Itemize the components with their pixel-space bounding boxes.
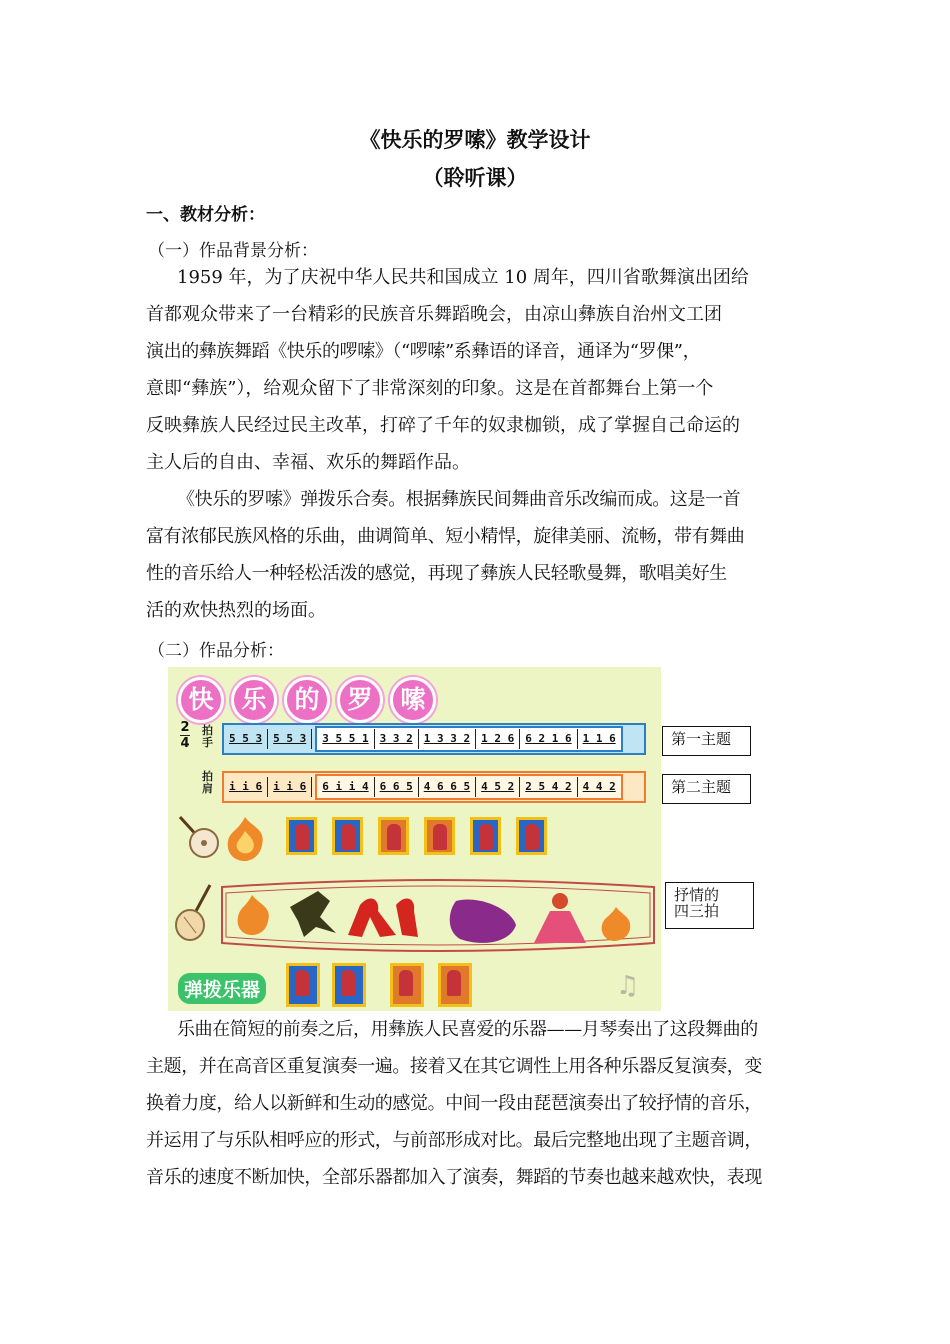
music-analysis-figure — [168, 667, 661, 1011]
dancer-card — [378, 817, 409, 855]
row1-label: 拍手 — [202, 724, 213, 749]
paragraph-line: 换着力度，给人以新鲜和生动的感觉。中间一段由琵琶演奏出了较抒情的音乐， — [146, 1093, 762, 1114]
note-bar: 3 5 5 1 — [317, 729, 374, 749]
note-bar: 3 3 2 — [375, 729, 419, 749]
note-bar: 5 5 3 — [224, 729, 268, 749]
dancer-card — [332, 963, 366, 1007]
note-bar: 4 6 6 5 — [419, 777, 476, 797]
note-bar: 1 2 6 — [476, 729, 520, 749]
theme1-melody — [315, 726, 622, 752]
pipa-icon — [170, 881, 220, 943]
title-char: 嗦 — [390, 677, 436, 723]
subsection-heading-2: （二）作品分析： — [148, 641, 284, 661]
theme2-melody — [315, 774, 622, 800]
paragraph-analysis — [146, 1011, 814, 1196]
callout-theme2: 第二主题 — [662, 774, 751, 804]
subsection-heading-1: （一）作品背景分析： — [148, 241, 318, 261]
plucked-instruments-label: 弹拨乐器 — [178, 973, 266, 1004]
dancer-card — [390, 963, 424, 1007]
paragraph-line: 性的音乐给人一种轻松活泼的感觉，再现了彝族人民轻歌曼舞，歌唱美好生 — [146, 563, 727, 584]
note-bar: 6 6 5 — [375, 777, 419, 797]
dancer-card — [286, 963, 320, 1007]
meter-top: 2 — [180, 720, 190, 735]
callout-lyric — [665, 882, 754, 929]
note-bar: 1 3 3 2 — [419, 729, 476, 749]
callout-lyric-line: 四三拍 — [674, 902, 720, 920]
dancer-card — [286, 817, 317, 855]
note-bar: 6 i i 4 — [317, 777, 374, 797]
time-signature — [180, 721, 190, 750]
paragraph-line: 乐曲在简短的前奏之后，用彝族人民喜爱的乐器——月琴奏出了这段舞曲的 — [177, 1019, 758, 1040]
dancer-card — [470, 817, 501, 855]
flame-ornament-icon — [220, 815, 270, 863]
callout-lyric-line: 抒情的 — [674, 886, 720, 904]
dancer-card — [424, 817, 455, 855]
theme2-staff — [222, 771, 646, 803]
paragraph-line: 首都观众带来了一台精彩的民族音乐舞蹈晚会，由凉山彝族自治州文工团 — [146, 304, 722, 325]
paragraph-line: 主人后的自由、幸福、欢乐的舞蹈作品。 — [146, 452, 470, 473]
dancer-card — [516, 817, 547, 855]
dancer-card — [438, 963, 472, 1007]
title-char: 快 — [178, 677, 224, 723]
meter-bottom: 4 — [180, 736, 190, 751]
callout-theme1: 第一主题 — [662, 726, 751, 756]
row2-label: 拍肩 — [202, 770, 213, 795]
theme1-staff — [222, 723, 646, 755]
note-bar: 6 2 1 6 — [520, 729, 577, 749]
paragraph-line: 意即“彝族”），给观众留下了非常深刻的印象。这是在首都舞台上第一个 — [146, 378, 714, 399]
paragraph-background — [146, 259, 814, 481]
note-bar: 5 5 3 — [268, 729, 312, 749]
note-bar: 4 4 2 — [582, 780, 616, 793]
note-bar: 4 5 2 — [476, 777, 520, 797]
document-subtitle: （聆听课） — [422, 165, 528, 190]
paragraph-line: 主题，并在高音区重复演奏一遍。接着又在其它调性上用各种乐器反复演奏，变 — [146, 1056, 762, 1077]
note-bar: 1 1 6 — [582, 732, 616, 745]
yueqin-icon — [172, 811, 222, 861]
paragraph-line: 音乐的速度不断加快，全部乐器都加入了演奏，舞蹈的节奏也越来越欢快，表现 — [146, 1167, 762, 1188]
paragraph-line: 1959 年，为了庆祝中华人民共和国成立 10 周年，四川省歌舞演出团给 — [177, 267, 749, 288]
note-bar: i i 6 — [224, 777, 268, 797]
title-char: 罗 — [337, 677, 383, 723]
paragraph-line: 富有浓郁民族风格的乐曲，曲调简单、短小精悍，旋律美丽、流畅，带有舞曲 — [146, 526, 745, 547]
paragraph-work — [146, 481, 814, 629]
dancer-card — [332, 817, 363, 855]
paragraph-line: 并运用了与乐队相呼应的形式，与前部形成对比。最后完整地出现了主题音调， — [146, 1130, 762, 1151]
paragraph-line: 反映彝族人民经过民主改革，打碎了千年的奴隶枷锁，成了掌握自己命运的 — [146, 415, 740, 436]
lyric-section-band — [220, 877, 656, 957]
music-note-icon: ♫ — [616, 971, 640, 1001]
paragraph-line: 演出的彝族舞蹈《快乐的啰嗦》（“啰嗦”系彝语的译音，通译为“罗倮”， — [146, 341, 701, 362]
document-title: 《快乐的罗嗦》教学设计 — [359, 127, 591, 152]
title-char: 乐 — [231, 677, 277, 723]
section-heading-1: 一、教材分析： — [146, 205, 265, 225]
figure-title — [178, 677, 443, 723]
note-bar: 2 5 4 2 — [520, 777, 577, 797]
paragraph-line: 《快乐的罗嗦》弹拨乐合奏。根据彝族民间舞曲音乐改编而成。这是一首 — [177, 489, 741, 510]
title-char: 的 — [284, 677, 330, 723]
paragraph-line: 活的欢快热烈的场面。 — [146, 600, 326, 621]
note-bar: i i 6 — [268, 777, 312, 797]
